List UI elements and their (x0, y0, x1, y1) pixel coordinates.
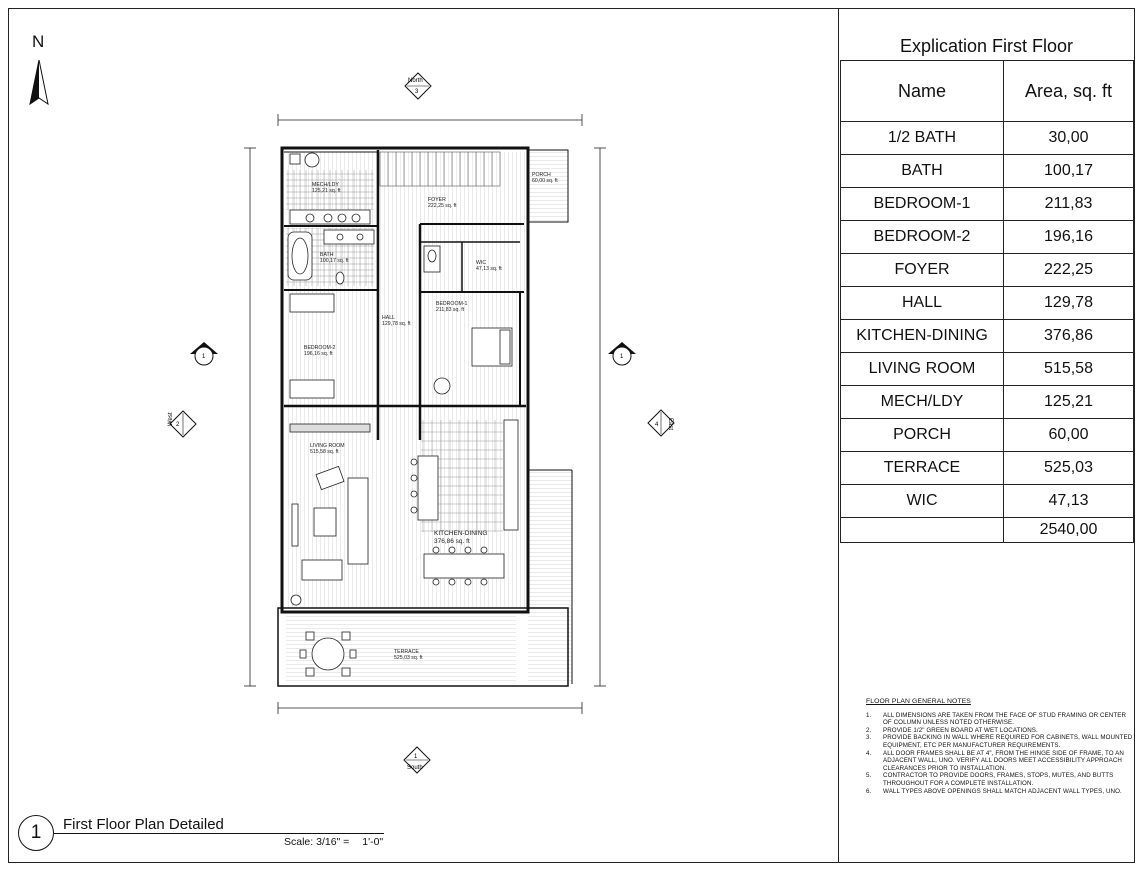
west-marker-label: West (168, 412, 174, 426)
room-area-living: 515,58 sq. ft (310, 449, 339, 455)
room-name-cell: HALL (841, 287, 1004, 320)
note-text: ALL DIMENSIONS ARE TAKEN FROM THE FACE OF STUD FRAMING OR CENTER OF COLUMN UNLESS NOTED OTHERWISE. (883, 711, 1127, 727)
scale-label-value: 1'-0" (362, 836, 384, 848)
room-area-hall: 129,78 sq. ft (382, 321, 411, 327)
section-right-number: 1 (620, 354, 624, 360)
room-label-porch: PORCH (532, 172, 551, 178)
north-marker-label: North (408, 78, 423, 84)
east-marker-label: East (667, 418, 673, 431)
north-marker-number: 3 (415, 89, 419, 95)
east-marker-number: 4 (655, 422, 659, 428)
room-area-bath: 100,17 sq. ft (320, 258, 349, 264)
note-number: 2. (866, 726, 872, 734)
room-name-cell: FOYER (841, 254, 1004, 287)
elevation-marker-south[interactable] (404, 747, 430, 773)
room-name-cell: MECH/LDY (841, 386, 1004, 419)
room-area-cell: 525,03 (1004, 452, 1134, 485)
south-marker-label: South (407, 765, 423, 771)
elevation-marker-west[interactable] (168, 411, 196, 437)
table-row (841, 188, 1134, 221)
room-area-kitchen: 376,86 sq. ft (434, 538, 470, 545)
room-area-cell: 222,25 (1004, 254, 1134, 287)
note-item (866, 734, 1136, 749)
table-row (841, 419, 1134, 452)
room-name-cell: KITCHEN-DINING (841, 320, 1004, 353)
note-item (866, 750, 1136, 773)
room-area-cell: 129,78 (1004, 287, 1134, 320)
note-item (866, 712, 1136, 727)
table-row (841, 155, 1134, 188)
table-row (841, 485, 1134, 518)
room-area-wic: 47,13 sq. ft (476, 266, 502, 272)
note-number: 6. (866, 787, 872, 795)
table-row (841, 386, 1134, 419)
elevation-marker-north[interactable] (405, 73, 431, 99)
room-area-cell: 47,13 (1004, 485, 1134, 518)
room-area-cell: 196,16 (1004, 221, 1134, 254)
scale-label (284, 836, 383, 848)
room-area-cell: 60,00 (1004, 419, 1134, 452)
room-area-porch: 60,00 sq. ft (532, 178, 558, 184)
room-label-wic: WIC (476, 260, 487, 266)
room-name-cell: BEDROOM-2 (841, 221, 1004, 254)
section-marker-left[interactable] (190, 342, 218, 365)
north-label: N (32, 32, 45, 51)
room-label-kitchen: KITCHEN-DINING (434, 530, 488, 537)
room-label-bedroom1: BEDROOM-1 (436, 301, 468, 307)
west-marker-number: 2 (176, 422, 180, 428)
total-area-cell: 2540,00 (1004, 518, 1134, 543)
view-title-underline (54, 833, 384, 834)
table-row (841, 122, 1134, 155)
room-area-bedroom1: 211,83 sq. ft (436, 307, 465, 313)
column-header-area: Area, sq. ft (1004, 61, 1134, 122)
table-row (841, 320, 1134, 353)
area-table (840, 60, 1134, 543)
table-row (841, 221, 1134, 254)
note-text: WALL TYPES ABOVE OPENINGS SHALL MATCH ADJACENT WALL TYPES, UNO. (883, 787, 1122, 795)
room-area-cell: 211,83 (1004, 188, 1134, 221)
room-area-foyer: 222,25 sq. ft (428, 203, 457, 209)
note-number: 5. (866, 772, 872, 780)
room-area-cell: 125,21 (1004, 386, 1134, 419)
note-text: CONTRACTOR TO PROVIDE DOORS, FRAMES, STOPS, MUTES, AND BUTTS THROUGHOUT FOR A COMPLETE INSTALLATION. (883, 772, 1114, 787)
general-notes (866, 698, 1136, 795)
room-label-foyer: FOYER (428, 197, 446, 203)
room-label-terrace: TERRACE (394, 649, 419, 655)
notes-heading: FLOOR PLAN GENERAL NOTES (866, 698, 971, 705)
note-text: ALL DOOR FRAMES SHALL BE AT 4", FROM THE HINGE SIDE OF FRAME, TO AN ADJACENT WALL, UNO. VERIFY ALL DOORS MEET ACCESSIBILITY APPROACH CLEARANCES PRIOR TO INSTALLATION. (883, 749, 1124, 772)
note-number: 3. (866, 734, 872, 742)
room-name-cell: 1/2 BATH (841, 122, 1004, 155)
room-name-cell: BATH (841, 155, 1004, 188)
section-left-number: 1 (202, 354, 206, 360)
room-label-hall: HALL (382, 315, 395, 321)
table-title: Explication First Floor (899, 36, 1074, 56)
room-area-cell: 30,00 (1004, 122, 1134, 155)
scale-label-text: Scale: 3/16" = (284, 836, 350, 848)
table-row (841, 287, 1134, 320)
note-item (866, 772, 1136, 787)
room-name-cell: LIVING ROOM (841, 353, 1004, 386)
note-number: 1. (866, 711, 872, 719)
table-row (841, 353, 1134, 386)
table-row (841, 254, 1134, 287)
room-name-cell: WIC (841, 485, 1004, 518)
note-text: PROVIDE 1/2" GREEN BOARD AT WET LOCATIONS. (883, 726, 1038, 734)
room-area-terrace: 525,03 sq. ft (394, 655, 423, 661)
table-header-row (841, 61, 1134, 122)
total-label-cell (841, 518, 1004, 543)
room-area-cell: 376,86 (1004, 320, 1134, 353)
view-number: 1 (18, 815, 54, 851)
room-name-cell: TERRACE (841, 452, 1004, 485)
column-header-name: Name (841, 61, 1004, 122)
room-area-cell: 515,58 (1004, 353, 1134, 386)
note-number: 4. (866, 749, 872, 757)
room-area-bedroom2: 196,16 sq. ft (304, 351, 333, 357)
section-marker-right[interactable] (608, 342, 636, 365)
note-item (866, 788, 1136, 796)
room-name-cell: BEDROOM-1 (841, 188, 1004, 221)
view-title: First Floor Plan Detailed (63, 816, 224, 833)
south-marker-number: 1 (414, 754, 418, 760)
room-area-cell: 100,17 (1004, 155, 1134, 188)
note-text: PROVIDE BACKING IN WALL WHERE REQUIRED FOR CABINETS, WALL MOUNTED EQUIPMENT, ETC PER MANUFACTURER REQUIREMENTS. (883, 734, 1133, 749)
room-label-living: LIVING ROOM (310, 443, 345, 449)
note-item (866, 727, 1136, 735)
table-row (841, 452, 1134, 485)
table-total-row (841, 518, 1134, 543)
room-label-bath: BATH (320, 252, 334, 258)
room-label-mech: MECH/LDY (312, 182, 339, 188)
room-label-bedroom2: BEDROOM-2 (304, 345, 336, 351)
room-name-cell: PORCH (841, 419, 1004, 452)
sheet-divider (838, 8, 839, 863)
room-area-mech: 125,21 sq. ft (312, 188, 341, 194)
elevation-marker-east[interactable] (648, 410, 674, 436)
